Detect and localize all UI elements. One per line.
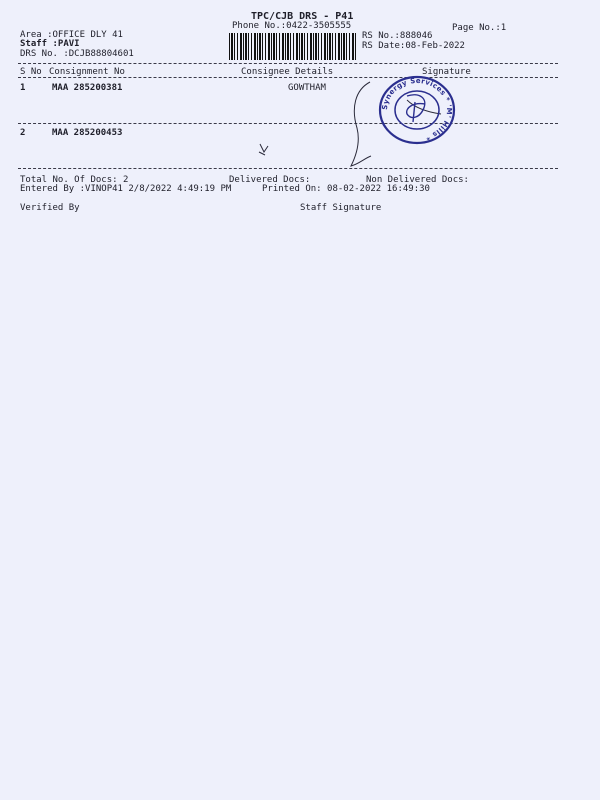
document-title: TPC/CJB DRS - P41 (251, 11, 354, 22)
row-consignee: GOWTHAM (288, 83, 326, 93)
divider (18, 168, 558, 169)
company-stamp (377, 74, 457, 146)
verified-by-label: Verified By (20, 203, 80, 213)
column-header-consignment: Consignment No (49, 67, 125, 77)
staff-label: Staff :PAVI (20, 39, 80, 49)
entered-by: Entered By :VINOP41 2/8/2022 4:49:19 PM (20, 184, 232, 194)
area-label: Area :OFFICE DLY 41 (20, 30, 123, 40)
printed-on: Printed On: 08-02-2022 16:49:30 (262, 184, 430, 194)
page-number: Page No.:1 (452, 23, 507, 33)
stamp-text: Synergy Services * 'M' Hills * (380, 76, 454, 142)
delivered-docs: Delivered Docs: (229, 175, 311, 185)
svg-text:Synergy Services * 'M' Hills * (381, 77, 453, 142)
divider (18, 123, 558, 124)
drs-number: DRS No. :DCJB88804601 (20, 49, 134, 59)
barcode (229, 33, 357, 60)
divider (18, 77, 558, 78)
rs-number: RS No.:888046 (362, 31, 433, 41)
row-sno: 2 (20, 128, 26, 138)
total-docs: Total No. Of Docs: 2 (20, 175, 129, 185)
column-header-consignee: Consignee Details (241, 67, 334, 77)
phone-number: Phone No.:0422-3505555 (232, 21, 352, 31)
divider (18, 63, 558, 64)
staff-signature-label: Staff Signature (300, 203, 382, 213)
row-consignment-number: MAA 285200453 (52, 128, 123, 138)
handwritten-mark (256, 140, 272, 158)
row-consignment-number: MAA 285200381 (52, 83, 123, 93)
column-header-sno: S No (20, 67, 42, 77)
row-sno: 1 (20, 83, 26, 93)
non-delivered-docs: Non Delivered Docs: (366, 175, 469, 185)
column-header-signature: Signature (422, 67, 471, 77)
rs-date: RS Date:08-Feb-2022 (362, 41, 465, 51)
